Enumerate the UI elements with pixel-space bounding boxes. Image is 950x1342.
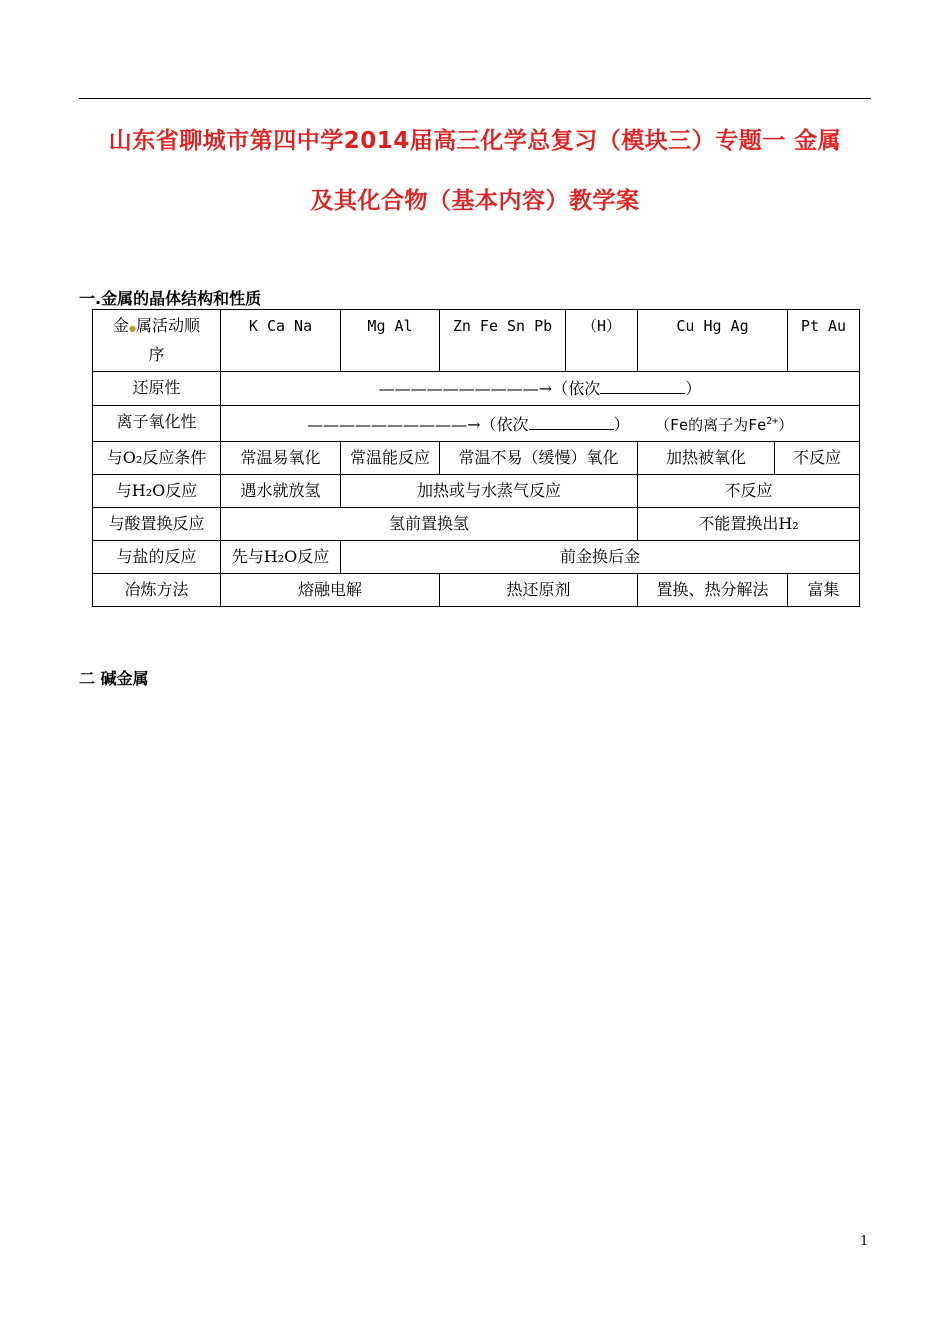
row-label-reducing: 还原性	[93, 372, 221, 406]
ion-oxidizing-trend: ——————————→（依次 ） （Fe的离子为$Fe^{2+}$）	[221, 406, 860, 442]
header-rule	[79, 98, 871, 99]
metal-group-h: （H）	[566, 310, 638, 372]
document-title-line1: 山东省聊城市第四中学2014届高三化学总复习（模块三）专题一 金属	[108, 128, 842, 154]
o2-cell-5: 不反应	[775, 442, 860, 475]
h2o-cell-2: 加热或与水蒸气反应	[341, 475, 638, 508]
o2-cell-4: 加热被氧化	[638, 442, 775, 475]
row-label-o2: 与O₂反应条件	[93, 442, 221, 475]
table-row-activity-order	[93, 310, 860, 372]
metal-group-zn-fe-sn-pb: Zn Fe Sn Pb	[440, 310, 566, 372]
row-label-acid: 与酸置换反应	[93, 508, 221, 541]
row-label-smelting: 冶炼方法	[93, 574, 221, 607]
reducing-trend: ——————————→（依次 ）	[221, 372, 860, 406]
row-label-ion-oxidizing: 离子氧化性	[93, 406, 221, 442]
reducing-blank[interactable]	[600, 375, 685, 394]
o2-cell-2: 常温能反应	[341, 442, 440, 475]
salt-cell-2: 前金换后金	[341, 541, 860, 574]
table-row-ion-oxidizing	[93, 406, 860, 442]
ion-oxidizing-arrow: ——————————→（依次	[307, 415, 529, 434]
metal-group-pt-au: Pt Au	[788, 310, 860, 372]
page-number: 1	[860, 1234, 869, 1249]
table-row-acid	[93, 508, 860, 541]
o2-cell-3: 常温不易（缓慢）氧化	[440, 442, 638, 475]
table-row-h2o	[93, 475, 860, 508]
section-heading-1: 一.金属的晶体结构和性质	[79, 289, 262, 308]
smelting-cell-3: 置换、热分解法	[638, 574, 788, 607]
smelting-cell-4: 富集	[788, 574, 860, 607]
row-label-h2o: 与H₂O反应	[93, 475, 221, 508]
table-row-smelting	[93, 574, 860, 607]
acid-cell-1: 氢前置换氢	[221, 508, 638, 541]
metal-group-mg-al: Mg Al	[341, 310, 440, 372]
metal-properties-table	[92, 309, 860, 607]
salt-cell-1: 先与H₂O反应	[221, 541, 341, 574]
acid-cell-2: 不能置换出H₂	[638, 508, 860, 541]
smelting-cell-1: 熔融电解	[221, 574, 440, 607]
table-row-reducing	[93, 372, 860, 406]
row-label-salt: 与盐的反应	[93, 541, 221, 574]
metal-group-cu-hg-ag: Cu Hg Ag	[638, 310, 788, 372]
document-title-line2: 及其化合物（基本内容）教学案	[310, 188, 640, 214]
metal-group-k-ca-na: K Ca Na	[221, 310, 341, 372]
table-row-salt	[93, 541, 860, 574]
ion-oxidizing-blank[interactable]	[529, 411, 614, 430]
row-label-activity-order: 金●属活动顺 序	[93, 310, 221, 372]
smelting-cell-2: 热还原剂	[440, 574, 638, 607]
fe-ion-note: （Fe的离子为$Fe^{2+}$）	[655, 416, 794, 434]
section-heading-2: 二 碱金属	[79, 669, 149, 688]
h2o-cell-3: 不反应	[638, 475, 860, 508]
h2o-cell-1: 遇水就放氢	[221, 475, 341, 508]
table-row-o2	[93, 442, 860, 475]
o2-cell-1: 常温易氧化	[221, 442, 341, 475]
reducing-arrow: ——————————→（依次	[378, 379, 601, 398]
